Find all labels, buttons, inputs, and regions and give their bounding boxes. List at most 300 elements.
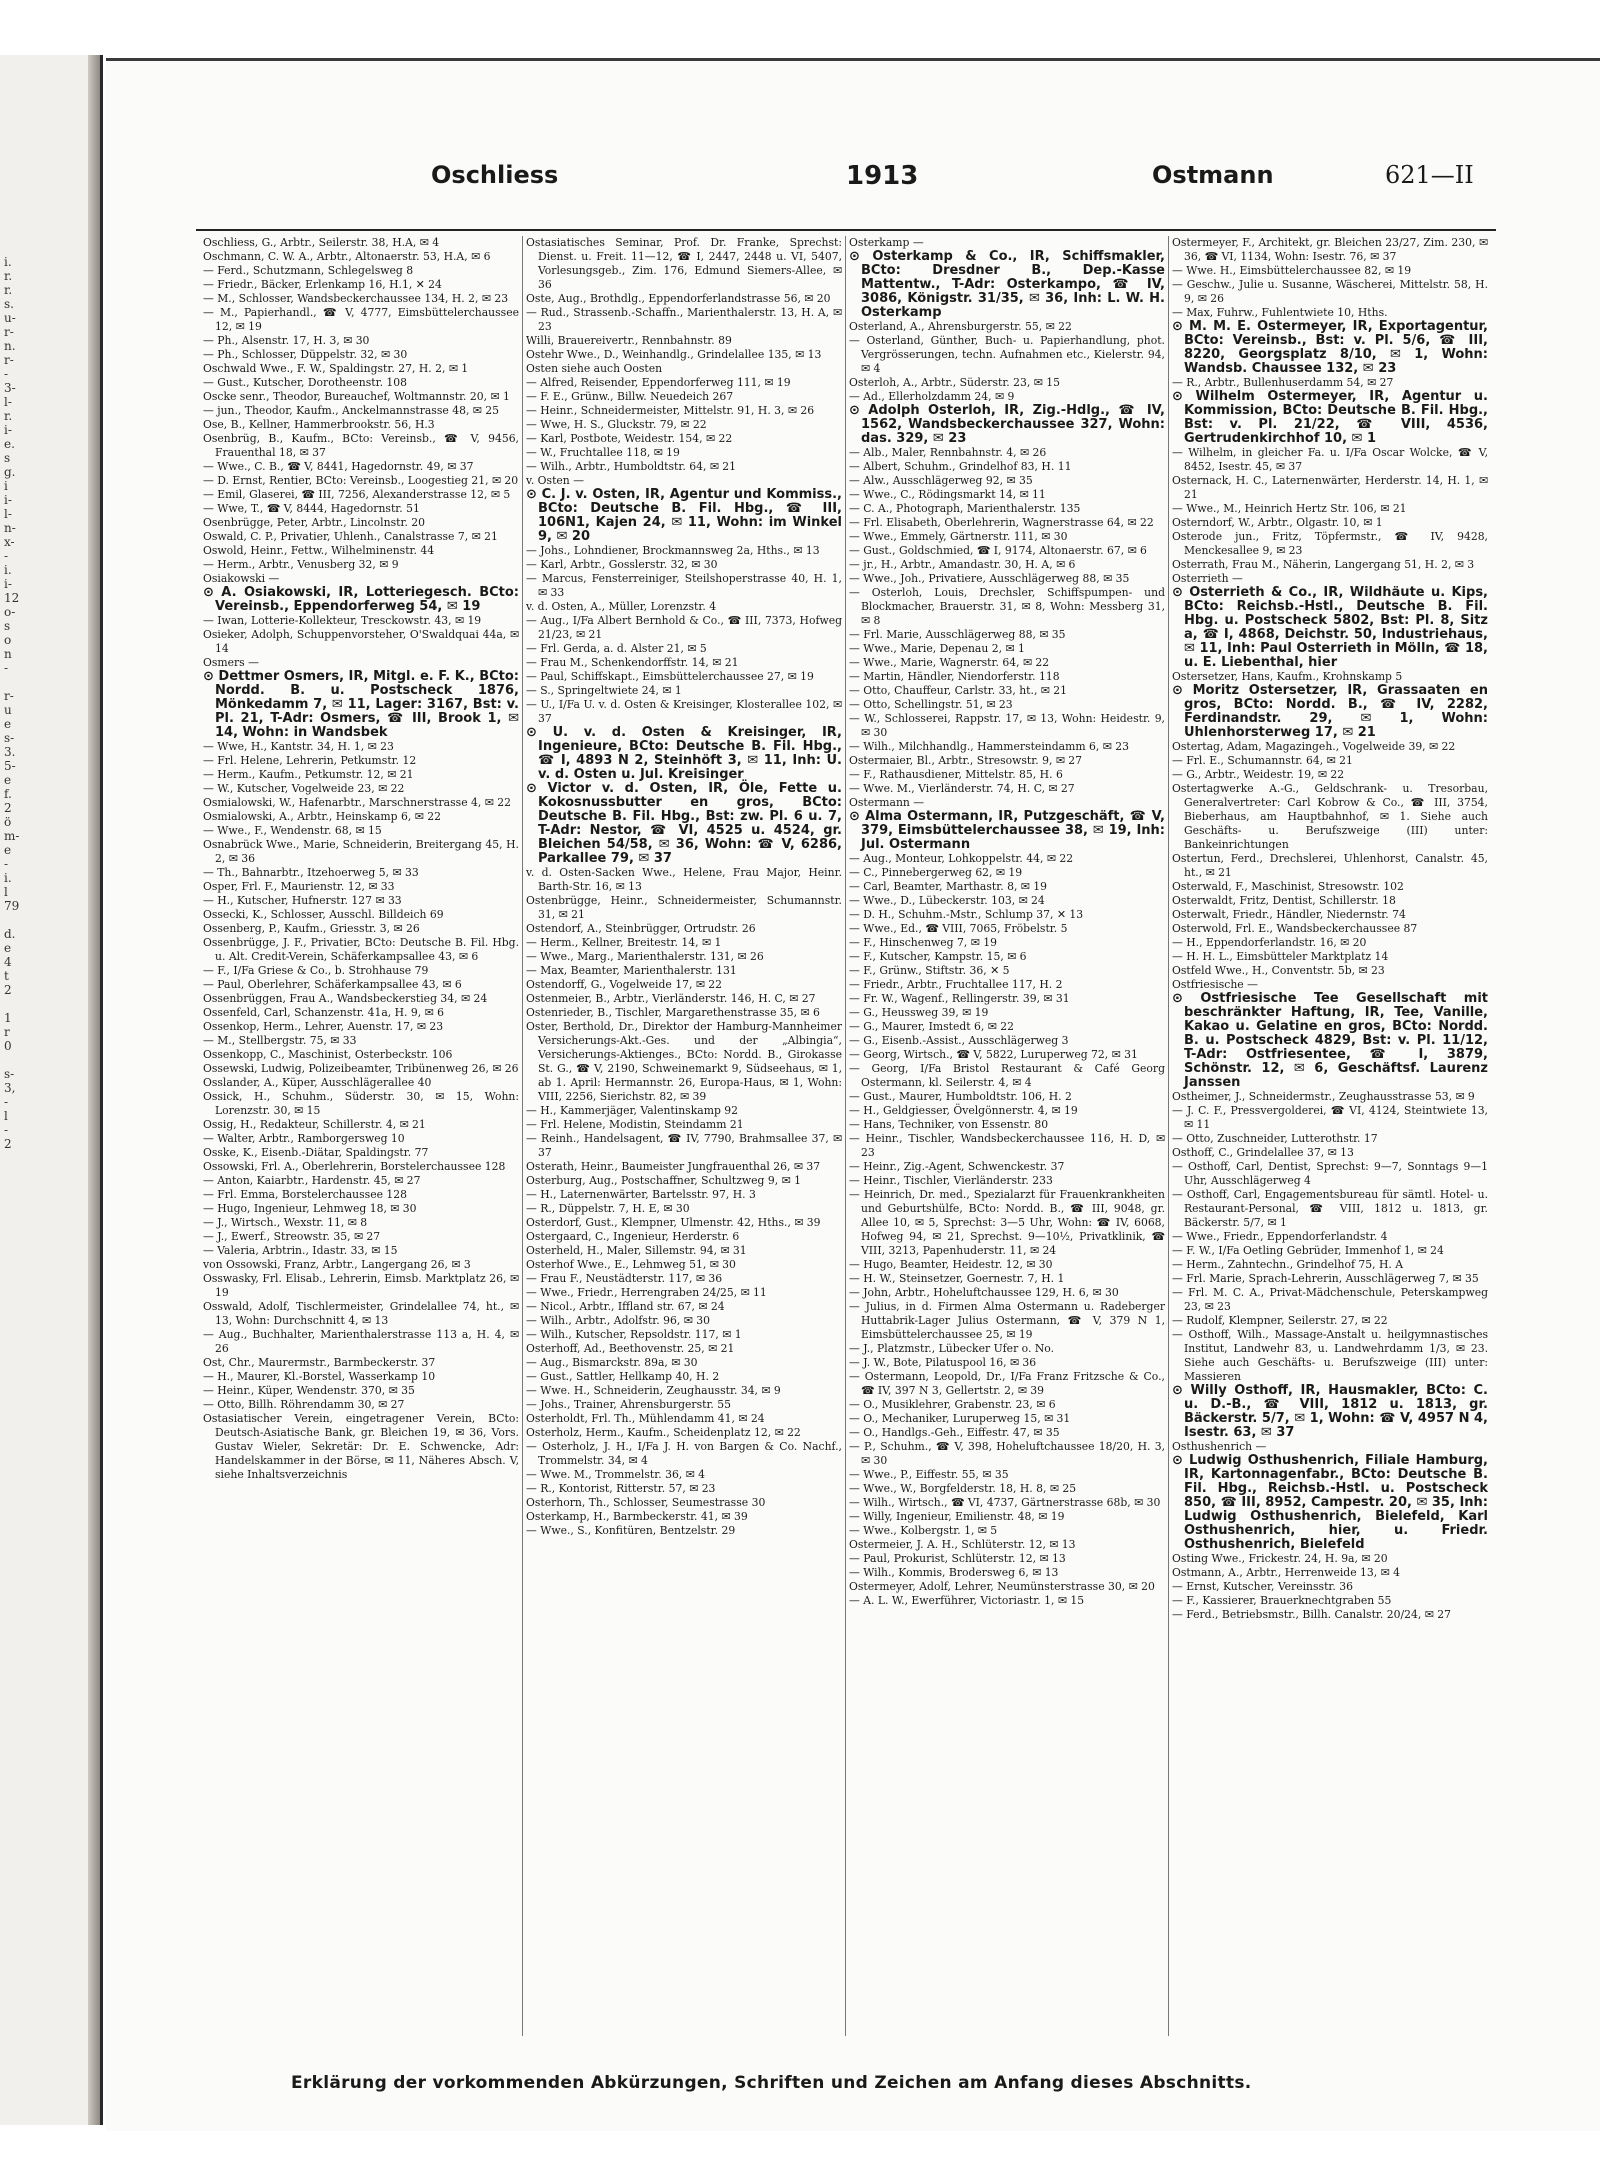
directory-entry: Ossick, H., Schuhm., Süderstr. 30, ✉ 15, Wohn: Lorenzstr. 30, ✉ 15 <box>203 1090 519 1117</box>
directory-entry: — J., Platzmstr., Lübecker Ufer o. No. <box>849 1342 1055 1355</box>
directory-entry: — H. H. L., Eimsbütteler Marktplatz 14 <box>1172 950 1389 963</box>
directory-entry: Osieker, Adolph, Schuppenvorsteher, O'Swaldquai 44a, ✉ 14 <box>203 628 519 655</box>
directory-entry: Ostheimer, J., Schneidermstr., Zeughausstrasse 53, ✉ 9 <box>1172 1090 1475 1103</box>
directory-entry: Osterland, A., Ahrensburgerstr. 55, ✉ 22 <box>849 320 1072 333</box>
directory-entry: — Willy, Ingenieur, Emilienstr. 48, ✉ 19 <box>849 1510 1065 1523</box>
directory-entry: — Ernst, Kutscher, Vereinsstr. 36 <box>1172 1580 1354 1593</box>
fragment-text: 1 <box>4 1011 12 1025</box>
column-divider <box>1168 236 1169 2036</box>
fragment-text: i- <box>4 423 12 437</box>
directory-entry: — F., I/Fa Griese & Co., b. Strohhause 79 <box>203 964 429 977</box>
header-first-name: Oschliess <box>431 161 559 189</box>
directory-entry: Osswald, Adolf, Tischlermeister, Grindelallee 74, ht., ✉ 13, Wohn: Durchschnitt 4, ✉ 13 <box>203 1300 519 1327</box>
directory-entry: — R., Kontorist, Ritterstr. 57, ✉ 23 <box>526 1482 716 1495</box>
directory-entry: — Heinr., Tischler, Wandsbeckerchaussee 116, H. D, ✉ 23 <box>849 1132 1165 1159</box>
fragment-text: r- <box>4 325 14 339</box>
directory-entry: — Julius, in d. Firmen Alma Ostermann u. Radeberger Huttabrik-Lager Julius Ostermann, ☎ V, 379 N 1, Eimsbüttelerchaussee 25, ✉ 19 <box>849 1300 1165 1341</box>
directory-entry: — Hugo, Beamter, Heidestr. 12, ✉ 30 <box>849 1258 1053 1271</box>
fragment-text: x- <box>4 535 15 549</box>
directory-entry: — Frl. Gerda, a. d. Alster 21, ✉ 5 <box>526 642 707 655</box>
fragment-text: l <box>4 1109 8 1123</box>
directory-entry: — Wilh., Milchhandlg., Hammersteindamm 6, ✉ 23 <box>849 740 1129 753</box>
directory-entry: — D. Ernst, Rentier, BCto: Vereinsb., Loogestieg 21, ✉ 20 <box>203 474 519 487</box>
directory-entry: — Carl, Beamter, Marthastr. 8, ✉ 19 <box>849 880 1048 893</box>
directory-entry: — Rud., Strassenb.-Schaffn., Marienthalerstr. 13, H. A, ✉ 23 <box>526 306 842 333</box>
directory-entry: Osterheld, H., Maler, Sillemstr. 94, ✉ 31 <box>526 1244 747 1257</box>
directory-entry: Ostertun, Ferd., Drechslerei, Uhlenhorst, Canalstr. 45, ht., ✉ 21 <box>1172 852 1488 879</box>
directory-entry: — Fr. W., Wagenf., Rellingerstr. 39, ✉ 31 <box>849 992 1070 1005</box>
directory-entry: — Max, Fuhrw., Fuhlentwiete 10, Hths. <box>1172 306 1388 319</box>
previous-page-edge <box>0 55 103 2125</box>
directory-entry: — Otto, Chauffeur, Carlstr. 33, ht., ✉ 21 <box>849 684 1068 697</box>
directory-entry: — Aug., Buchhalter, Marienthalerstrasse 113 a, H. 4, ✉ 26 <box>203 1328 519 1355</box>
directory-entry: — Wwe., Ed., ☎ VIII, 7065, Fröbelstr. 5 <box>849 922 1068 935</box>
directory-entry: Ostasiatischer Verein, eingetragener Verein, BCto: Deutsch-Asiatische Bank, gr. Bleichen 19, ✉ 36, Vors. Gustav Wieler, Sekretär: Dr. E. Schwencke, Adr: Handelskammer in der Börse, ✉ 11, Näheres Absch. V, siehe Inhaltsverzeichnis <box>203 1412 519 1481</box>
fragment-text: 79 <box>4 899 20 913</box>
directory-entry: — Wwe., W., Borgfelderstr. 18, H. 8, ✉ 25 <box>849 1482 1077 1495</box>
fragment-text: s- <box>4 731 15 745</box>
directory-entry: Osterkamp — <box>849 236 924 249</box>
fragment-text: u- <box>4 311 16 325</box>
directory-entry: — H., Maurer, Kl.-Borstel, Wasserkamp 10 <box>203 1370 436 1383</box>
directory-entry: Osterode jun., Fritz, Töpfermstr., ☎ IV, 9428, Menckesallee 9, ✉ 23 <box>1172 530 1488 557</box>
directory-entry: — J. W., Bote, Pilatuspool 16, ✉ 36 <box>849 1356 1037 1369</box>
fragment-text: 2 <box>4 1137 12 1151</box>
directory-entry: — Wwe., Marie, Depenau 2, ✉ 1 <box>849 642 1025 655</box>
directory-entry: — O., Musiklehrer, Grabenstr. 23, ✉ 6 <box>849 1398 1056 1411</box>
directory-entry: — Reinh., Handelsagent, ☎ IV, 7790, Brahmsallee 37, ✉ 37 <box>526 1132 842 1159</box>
directory-entry: Ossenbrügge, J. F., Privatier, BCto: Deutsche B. Fil. Hbg. u. Alt. Credit-Verein, Schäferkampsallee 43, ✉ 6 <box>203 936 519 963</box>
directory-entry: — P., Schuhm., ☎ V, 398, Hoheluftchaussee 18/20, H. 3, ✉ 30 <box>849 1440 1165 1467</box>
directory-entry: — Martin, Händler, Niendorferstr. 118 <box>849 670 1060 683</box>
directory-entry: Ossenbrüggen, Frau A., Wandsbeckerstieg 34, ✉ 24 <box>203 992 488 1005</box>
fragment-text: 12 <box>4 591 20 605</box>
directory-entry: — F., Rathausdiener, Mittelstr. 85, H. 6 <box>849 768 1063 781</box>
directory-entry: — Herm., Kaufm., Petkumstr. 12, ✉ 21 <box>203 768 414 781</box>
directory-entry: — Johs., Trainer, Ahrensburgerstr. 55 <box>526 1398 732 1411</box>
directory-entry: — S., Springeltwiete 24, ✉ 1 <box>526 684 682 697</box>
directory-entry: Osternack, H. C., Laternenwärter, Herderstr. 14, H. 1, ✉ 21 <box>1172 474 1488 501</box>
directory-entry: — Herm., Arbtr., Venusberg 32, ✉ 9 <box>203 558 399 571</box>
directory-entry: — H., Kutscher, Hufnerstr. 127 ✉ 33 <box>203 894 402 907</box>
fragment-text: i. <box>4 255 12 269</box>
directory-entry: Osterloh, A., Arbtr., Süderstr. 23, ✉ 15 <box>849 376 1060 389</box>
fragment-text: 2 <box>4 983 12 997</box>
directory-entry: Osterrieth — <box>1172 572 1243 585</box>
directory-entry: — G., Eisenb.-Assist., Ausschlägerweg 3 <box>849 1034 1069 1047</box>
directory-entry: ⊙ Ludwig Osthushenrich, Filiale Hamburg, IR, Kartonnagenfabr., BCto: Deutsche B. Fil. Hbg., Reichsb.-Hstl. u. Postscheck 850, ☎ III, 8952, Campestr. 20, ✉ 35, Inh: Ludwig Osthushenrich, Bielefeld, Karl Osthushenrich, hier, u. Friedr. Osthushenrich, Bielefeld <box>1172 1453 1488 1552</box>
directory-entry: — H. W., Steinsetzer, Goernestr. 7, H. 1 <box>849 1272 1065 1285</box>
directory-entry: ⊙ A. Osiakowski, IR, Lotteriegesch. BCto: Vereinsb., Eppendorferweg 54, ✉ 19 <box>203 585 519 614</box>
directory-entry: Willi, Brauereivertr., Rennbahnstr. 89 <box>526 334 732 347</box>
fragment-text: - <box>4 661 9 675</box>
directory-entry: — Herm., Zahntechn., Grindelhof 75, H. A <box>1172 1258 1404 1271</box>
directory-entry: — Frl. Marie, Ausschlägerweg 88, ✉ 35 <box>849 628 1066 641</box>
directory-entry: — W., Schlosserei, Rappstr. 17, ✉ 13, Wohn: Heidestr. 9, ✉ 30 <box>849 712 1165 739</box>
fragment-text: e <box>4 941 12 955</box>
directory-entry: Osterwald, F., Maschinist, Stresowstr. 102 <box>1172 880 1404 893</box>
directory-entry: Osmers — <box>203 656 259 669</box>
fragment-text: - <box>4 1095 9 1109</box>
directory-entry: Ostermeyer, Adolf, Lehrer, Neumünsterstrasse 30, ✉ 20 <box>849 1580 1155 1593</box>
directory-entry: Osterhorn, Th., Schlosser, Seumestrasse 30 <box>526 1496 766 1509</box>
directory-entry: — Alfred, Reisender, Eppendorferweg 111, ✉ 19 <box>526 376 791 389</box>
directory-entry: — Wwe., D., Lübeckerstr. 103, ✉ 24 <box>849 894 1045 907</box>
directory-entry: — Frl. Emma, Borstelerchaussee 128 <box>203 1188 408 1201</box>
directory-entry: Osenbrüg, B., Kaufm., BCto: Vereinsb., ☎ V, 9456, Frauenthal 18, ✉ 37 <box>203 432 519 459</box>
directory-entry: — O., Handlgs.-Geh., Eiffestr. 47, ✉ 35 <box>849 1426 1060 1439</box>
directory-entry: — Th., Bahnarbtr., Itzehoerweg 5, ✉ 33 <box>203 866 419 879</box>
directory-entry: — Heinr., Schneidermeister, Mittelstr. 91, H. 3, ✉ 26 <box>526 404 815 417</box>
fragment-text: l <box>4 885 8 899</box>
directory-entry: Osterwaldt, Fritz, Dentist, Schillerstr. 18 <box>1172 894 1396 907</box>
directory-entry: — Wwe. M., Trommelstr. 36, ✉ 4 <box>526 1468 706 1481</box>
directory-entry: — Heinr., Tischler, Vierländerstr. 233 <box>849 1174 1053 1187</box>
directory-entry: — Paul, Prokurist, Schlüterstr. 12, ✉ 13 <box>849 1552 1066 1565</box>
directory-entry: Ostertag, Adam, Magazingeh., Vogelweide 39, ✉ 22 <box>1172 740 1456 753</box>
directory-entry: — Frau M., Schenkendorffstr. 14, ✉ 21 <box>526 656 739 669</box>
directory-entry: Osslander, A., Küper, Ausschlägerallee 40 <box>203 1076 432 1089</box>
fragment-text: f. <box>4 787 12 801</box>
directory-entry: Ostermeier, J. A. H., Schlüterstr. 12, ✉ 13 <box>849 1538 1076 1551</box>
directory-entry: Oswald, C. P., Privatier, Uhlenh., Canalstrasse 7, ✉ 21 <box>203 530 498 543</box>
fragment-text: n. <box>4 339 16 353</box>
directory-entry: Ossenkopp, C., Maschinist, Osterbeckstr. 106 <box>203 1048 453 1061</box>
directory-entry: Osterhof Wwe., E., Lehmweg 51, ✉ 30 <box>526 1258 736 1271</box>
directory-entry: — Gust., Goldschmied, ☎ I, 9174, Altonaerstr. 67, ✉ 6 <box>849 544 1147 557</box>
directory-entry: — Rudolf, Klempner, Seilerstr. 27, ✉ 22 <box>1172 1314 1388 1327</box>
fragment-text: i- <box>4 493 12 507</box>
directory-entry: ⊙ Willy Osthoff, IR, Hausmakler, BCto: C. u. D.-B., ☎ VIII, 1812 u. 1813, gr. Bäckerstr. 5/7, ✉ 1, Wohn: ☎ V, 4957 N 4, Isestr. 63, ✉ 37 <box>1172 1383 1488 1440</box>
fragment-text: 5- <box>4 759 16 773</box>
directory-entry: Oschliess, G., Arbtr., Seilerstr. 38, H.A, ✉ 4 <box>203 236 440 249</box>
directory-entry: — Ph., Alsenstr. 17, H. 3, ✉ 30 <box>203 334 370 347</box>
directory-entry: — Wwe., S., Konfitüren, Bentzelstr. 29 <box>526 1524 736 1537</box>
fragment-text: r. <box>4 269 13 283</box>
directory-entry: Osterndorf, W., Arbtr., Olgastr. 10, ✉ 1 <box>1172 516 1383 529</box>
directory-entry: — Heinr., Küper, Wendenstr. 370, ✉ 35 <box>203 1384 415 1397</box>
directory-entry: Ostermaier, Bl., Arbtr., Stresowstr. 9, ✉ 27 <box>849 754 1083 767</box>
directory-entry: — Frl. E., Schumannstr. 64, ✉ 21 <box>1172 754 1353 767</box>
directory-entry: — F., Hinschenweg 7, ✉ 19 <box>849 936 997 949</box>
directory-entry: Ostehr Wwe., D., Weinhandlg., Grindelallee 135, ✉ 13 <box>526 348 822 361</box>
fragment-text: s. <box>4 297 14 311</box>
directory-entry: Ostermann — <box>849 796 925 809</box>
directory-entry: Osske, K., Eisenb.-Diätar, Spaldingstr. 77 <box>203 1146 429 1159</box>
directory-entry: — Herm., Kellner, Breitestr. 14, ✉ 1 <box>526 936 722 949</box>
fragment-text <box>4 997 74 1011</box>
directory-entry: — Otto, Zuschneider, Lutterothstr. 17 <box>1172 1132 1378 1145</box>
directory-entry: — Gust., Kutscher, Dorotheenstr. 108 <box>203 376 408 389</box>
previous-page-fragments <box>4 255 74 1151</box>
directory-entry: — Valeria, Arbtrin., Idastr. 33, ✉ 15 <box>203 1244 398 1257</box>
directory-entry: — Wwe. M., Vierländerstr. 74, H. C, ✉ 27 <box>849 782 1075 795</box>
directory-entry: von Ossowski, Franz, Arbtr., Langergang 26, ✉ 3 <box>203 1258 471 1271</box>
directory-entry: Osterburg, Aug., Postschaffner, Schultzweg 9, ✉ 1 <box>526 1174 801 1187</box>
directory-entry: — Alb., Maler, Rennbahnstr. 4, ✉ 26 <box>849 446 1047 459</box>
header-last-name: Ostmann <box>1152 161 1274 189</box>
directory-entry: — Frl. Marie, Sprach-Lehrerin, Ausschlägerweg 7, ✉ 35 <box>1172 1272 1479 1285</box>
directory-entry: — Wwe. H., Eimsbüttelerchaussee 82, ✉ 19 <box>1172 264 1412 277</box>
directory-entry: Osterdorf, Gust., Klempner, Ulmenstr. 42, Hths., ✉ 39 <box>526 1216 821 1229</box>
directory-entry: — Wwe., Marie, Wagnerstr. 64, ✉ 22 <box>849 656 1050 669</box>
directory-entry: ⊙ C. J. v. Osten, IR, Agentur und Kommiss., BCto: Deutsche B. Fil. Hbg., ☎ III, 106N1, Kajen 24, ✉ 11, Wohn: im Winkel 9, ✉ 20 <box>526 487 842 544</box>
directory-entry: Ostendorff, G., Vogelweide 17, ✉ 22 <box>526 978 723 991</box>
directory-entry: — Frl. Elisabeth, Oberlehrerin, Wagnerstrasse 64, ✉ 22 <box>849 516 1154 529</box>
directory-entry: — jr., H., Arbtr., Amandastr. 30, H. A, ✉ 6 <box>849 558 1076 571</box>
directory-entry: ⊙ Wilhelm Ostermeyer, IR, Agentur u. Kommission, BCto: Deutsche B. Fil. Hbg., Bst: v. Pl. 21/22, ☎ VIII, 4536, Gertrudenkirchhof 10, ✉ 1 <box>1172 389 1488 446</box>
directory-entry: — Karl, Arbtr., Gosslerstr. 32, ✉ 30 <box>526 558 718 571</box>
directory-entry: ⊙ M. M. E. Ostermeyer, IR, Exportagentur, BCto: Vereinsb., Bst: v. Pl. 5/6, ☎ III, 8220, Georgsplatz 8/10, ✉ 1, Wohn: Wandsb. Chaussee 132, ✉ 23 <box>1172 319 1488 376</box>
directory-entry: — Alw., Ausschlägerweg 92, ✉ 35 <box>849 474 1033 487</box>
directory-entry: — M., Papierhandl., ☎ V, 4777, Eimsbüttelerchaussee 12, ✉ 19 <box>203 306 519 333</box>
directory-entry: Ossenfeld, Carl, Schanzenstr. 41a, H. 9, ✉ 6 <box>203 1006 445 1019</box>
directory-entry: — John, Arbtr., Hoheluftchaussee 129, H. 6, ✉ 30 <box>849 1286 1119 1299</box>
directory-entry: — Marcus, Fensterreiniger, Steilshoperstrasse 40, H. 1, ✉ 33 <box>526 572 842 599</box>
directory-entry: — H., Laternenwärter, Bartelsstr. 97, H. 3 <box>526 1188 756 1201</box>
directory-entry: — Hugo, Ingenieur, Lehmweg 18, ✉ 30 <box>203 1202 417 1215</box>
directory-entry: — J., Wirtsch., Wexstr. 11, ✉ 8 <box>203 1216 368 1229</box>
directory-entry: — Ad., Ellerholzdamm 24, ✉ 9 <box>849 390 1015 403</box>
directory-entry: — Friedr., Arbtr., Fruchtallee 117, H. 2 <box>849 978 1063 991</box>
page-header <box>106 161 1600 201</box>
directory-entry: Ostersetzer, Hans, Kaufm., Krohnskamp 5 <box>1172 670 1403 683</box>
directory-entry: — Wilh., Wirtsch., ☎ VI, 4737, Gärtnerstrasse 68b, ✉ 30 <box>849 1496 1161 1509</box>
fragment-text: l- <box>4 395 12 409</box>
directory-entry: Ostendorf, A., Steinbrügger, Ortrudstr. 26 <box>526 922 756 935</box>
fragment-text: e <box>4 773 12 787</box>
directory-entry: — Wwe., Kolbergstr. 1, ✉ 5 <box>849 1524 998 1537</box>
directory-entry: — Osthoff, Wilh., Massage-Anstalt u. heilgymnastisches Institut, Landwehr 83, u. Landwehrdamm 1/3, ✉ 23. Siehe auch Geschäfts- u. Berufszweige (III) unter: Massieren <box>1172 1328 1488 1383</box>
directory-entry: — W., Kutscher, Vogelweide 23, ✉ 22 <box>203 782 405 795</box>
directory-entry: — Ostermann, Leopold, Dr., I/Fa Franz Fritzsche & Co., ☎ IV, 397 N 3, Gellertstr. 2, ✉ 39 <box>849 1370 1165 1397</box>
fragment-text: n <box>4 647 12 661</box>
directory-entry: ⊙ Adolph Osterloh, IR, Zig.-Hdlg., ☎ IV, 1562, Wandsbeckerchaussee 327, Wohn: das. 329, ✉ 23 <box>849 403 1165 446</box>
directory-entry: Ossenkop, Herm., Lehrer, Auenstr. 17, ✉ 23 <box>203 1020 444 1033</box>
directory-entry: — F., Kutscher, Kampstr. 15, ✉ 6 <box>849 950 1027 963</box>
directory-entry: Ossig, H., Redakteur, Schillerstr. 4, ✉ 21 <box>203 1118 426 1131</box>
directory-entry: — A. L. W., Ewerführer, Victoriastr. 1, ✉ 15 <box>849 1594 1085 1607</box>
directory-entry: — O., Mechaniker, Luruperweg 15, ✉ 31 <box>849 1412 1071 1425</box>
fragment-text: r <box>4 1025 10 1039</box>
directory-entry: — Ph., Schlosser, Düppelstr. 32, ✉ 30 <box>203 348 408 361</box>
directory-entry: Oscke senr., Theodor, Bureauchef, Woltmannstr. 20, ✉ 1 <box>203 390 510 403</box>
directory-entry: — Otto, Schellingstr. 51, ✉ 23 <box>849 698 1013 711</box>
directory-entry: — M., Schlosser, Wandsbeckerchaussee 134, H. 2, ✉ 23 <box>203 292 509 305</box>
directory-entry: Osthushenrich — <box>1172 1440 1267 1453</box>
directory-entry: — G., Arbtr., Weidestr. 19, ✉ 22 <box>1172 768 1345 781</box>
directory-entry: — Wwe, H., Kantstr. 34, H. 1, ✉ 23 <box>203 740 394 753</box>
directory-entry: — D. H., Schuhm.-Mstr., Schlump 37, ✕ 13 <box>849 908 1084 921</box>
directory-entry: Ostergaard, C., Ingenieur, Herderstr. 6 <box>526 1230 740 1243</box>
directory-entry: — Walter, Arbtr., Ramborgersweg 10 <box>203 1132 405 1145</box>
directory-entry: — Wwe. H., Schneiderin, Zeughausstr. 34, ✉ 9 <box>526 1384 781 1397</box>
fragment-text: r- <box>4 353 14 367</box>
directory-entry: Ostasiatisches Seminar, Prof. Dr. Franke, Sprechst: Dienst. u. Freit. 11—12, ☎ I, 2447, 2448 u. VI, 5407, Vorlesungsgeb., Zim. 176, Edmund Siemers-Allee, ✉ 36 <box>526 236 842 291</box>
directory-entry: — F. E., Grünw., Billw. Neuedeich 267 <box>526 390 734 403</box>
directory-entry: — Osthoff, Carl, Engagementsbureau für sämtl. Hotel- u. Restaurant-Personal, ☎ VIII, 1812 u. 1813, gr. Bäckerstr. 5/7, ✉ 1 <box>1172 1188 1488 1229</box>
directory-entry: — H., Kammerjäger, Valentinskamp 92 <box>526 1104 739 1117</box>
directory-entry: Osmialowski, W., Hafenarbtr., Marschnerstrasse 4, ✉ 22 <box>203 796 511 809</box>
directory-entry: — Frl. Helene, Lehrerin, Petkumstr. 12 <box>203 754 417 767</box>
directory-entry: — F., Grünw., Stiftstr. 36, ✕ 5 <box>849 964 1010 977</box>
directory-entry: Oschwald Wwe., F. W., Spaldingstr. 27, H. 2, ✉ 1 <box>203 362 469 375</box>
directory-entry: — Albert, Schuhm., Grindelhof 83, H. 11 <box>849 460 1072 473</box>
fragment-text: 3, <box>4 1081 16 1095</box>
directory-entry: — Wwe., P., Eiffestr. 55, ✉ 35 <box>849 1468 1009 1481</box>
fragment-text: e <box>4 843 12 857</box>
directory-entry: Oswold, Heinr., Fettw., Wilhelminenstr. 44 <box>203 544 435 557</box>
directory-entry: — Wwe., Friedr., Eppendorferlandstr. 4 <box>1172 1230 1388 1243</box>
fragment-text: m- <box>4 829 20 843</box>
directory-entry: — Wwe., Joh., Privatiere, Ausschlägerweg 88, ✉ 35 <box>849 572 1130 585</box>
fragment-text: 3. <box>4 745 16 759</box>
directory-entry: — Wilh., Arbtr., Humboldtstr. 64, ✉ 21 <box>526 460 737 473</box>
page-gutter <box>88 55 100 2125</box>
directory-entry: Ossecki, K., Schlosser, Ausschl. Billdeich 69 <box>203 908 444 921</box>
directory-entry: ⊙ Alma Ostermann, IR, Putzgeschäft, ☎ V, 379, Eimsbüttelerchaussee 38, ✉ 19, Inh: Jul. Ostermann <box>849 809 1165 852</box>
directory-entry: — Paul, Oberlehrer, Schäferkampsallee 43, ✉ 6 <box>203 978 462 991</box>
directory-entry: Ostenmeier, B., Arbtr., Vierländerstr. 146, H. C, ✉ 27 <box>526 992 816 1005</box>
fragment-text: e. <box>4 437 15 451</box>
directory-entry: — J., Ewerf., Streowstr. 35, ✉ 27 <box>203 1230 381 1243</box>
page-number: 621—II <box>1385 161 1474 189</box>
directory-entry: — Hans, Techniker, von Essenstr. 80 <box>849 1118 1049 1131</box>
directory-entry: Osterhoff, Ad., Beethovenstr. 25, ✉ 21 <box>526 1342 735 1355</box>
directory-entry: ⊙ Moritz Ostersetzer, IR, Grassaaten en gros, BCto: Nordd. B., ☎ IV, 2282, Ferdinandstr. 29, ✉ 1, Wohn: Uhlenhorsterweg 17, ✉ 21 <box>1172 683 1488 740</box>
directory-entry: — Osterholz, J. H., I/Fa J. H. von Bargen & Co. Nachf., Trommelstr. 34, ✉ 4 <box>526 1440 842 1467</box>
directory-entry: — Wwe., F., Wendenstr. 68, ✉ 15 <box>203 824 382 837</box>
directory-entry: Ostfriesische — <box>1172 978 1258 991</box>
directory-entry: — H., Geldgiesser, Övelgönnerstr. 4, ✉ 19 <box>849 1104 1078 1117</box>
fragment-text: s <box>4 451 11 465</box>
directory-entry: ⊙ Dettmer Osmers, IR, Mitgl. e. F. K., BCto: Nordd. B. u. Postscheck 1876, Mönkedamm 7, ✉ 11, Lager: 3167, Bst: v. Pl. 21, T-Adr: Osmers, ☎ III, Brook 1, ✉ 14, Wohn: in Wandsbek <box>203 669 519 740</box>
directory-entry: — jun., Theodor, Kaufm., Anckelmannstrasse 48, ✉ 25 <box>203 404 500 417</box>
directory-entry: v. d. Osten-Sacken Wwe., Helene, Frau Major, Heinr. Barth-Str. 16, ✉ 13 <box>526 866 842 893</box>
directory-entry: — Ferd., Betriebsmstr., Billh. Canalstr. 20/24, ✉ 27 <box>1172 1608 1451 1621</box>
directory-entry: ⊙ Ostfriesische Tee Gesellschaft mit beschränkter Haftung, IR, Tee, Vanille, Kakao u. Gelatine en gros, BCto: Nordd. B. u. Postscheck 4829, Bst: v. Pl. 11/12, T-Adr: Ostfriesentee, ☎ I, 3879, Schönstr. 12, ✉ 6, Geschäftsf. Laurenz Janssen <box>1172 991 1488 1090</box>
directory-entry: — Aug., I/Fa Albert Bernhold & Co., ☎ III, 7373, Hofweg 21/23, ✉ 21 <box>526 614 842 641</box>
directory-entry: v. Osten — <box>526 474 584 487</box>
directory-entry: — Heinrich, Dr. med., Spezialarzt für Frauenkrankheiten und Geburtshülfe, BCto: Nordd. B., ☎ III, 9048, gr. Allee 10, ✉ 5, Sprechst: 3—5 Uhr, Wohn: ☎ IV, 6068, Hofweg 94, ✉ 21, Sprechst. 9—10½, Privatklinik, ☎ VIII, 3213, Papenhuderstr. 11, ✉ 24 <box>849 1188 1165 1257</box>
directory-entry: — R., Arbtr., Bullenhuserdamm 54, ✉ 27 <box>1172 376 1394 389</box>
directory-entry: Osthoff, C., Grindelallee 37, ✉ 13 <box>1172 1146 1354 1159</box>
fragment-text: o <box>4 633 12 647</box>
directory-entry: — Wilhelm, in gleicher Fa. u. I/Fa Oscar Wolcke, ☎ V, 8452, Isestr. 45, ✉ 37 <box>1172 446 1488 473</box>
directory-entry: — G., Maurer, Imstedt 6, ✉ 22 <box>849 1020 1015 1033</box>
directory-entry: — C., Pinnebergerweg 62, ✉ 19 <box>849 866 1023 879</box>
directory-entry: Osterholz, Herm., Kaufm., Scheidenplatz 12, ✉ 22 <box>526 1426 801 1439</box>
fragment-text: r- <box>4 689 14 703</box>
directory-entry: Osten siehe auch Oosten <box>526 362 663 375</box>
directory-entry: — Wilh., Arbtr., Adolfstr. 96, ✉ 30 <box>526 1314 710 1327</box>
fragment-text: r. <box>4 409 13 423</box>
fragment-text: 4 <box>4 955 12 969</box>
directory-entry: ⊙ Osterkamp & Co., IR, Schiffsmakler, BCto: Dresdner B., Dep.-Kasse Mattentw., T-Adr: Osterkampo, ☎ IV, 3086, Königstr. 31/35, ✉ 36, Inh: L. W. H. Osterkamp <box>849 249 1165 320</box>
directory-entry: — W., Fruchtallee 118, ✉ 19 <box>526 446 680 459</box>
directory-entry: — Gust., Maurer, Humboldtstr. 106, H. 2 <box>849 1090 1072 1103</box>
directory-entry: Ostenrieder, B., Tischler, Margarethenstrasse 35, ✉ 6 <box>526 1006 820 1019</box>
directory-entry: Ostmann, A., Arbtr., Herrenweide 13, ✉ 4 <box>1172 1566 1400 1579</box>
directory-entry: — Ferd., Schutzmann, Schlegelsweg 8 <box>203 264 414 277</box>
fragment-text: l- <box>4 507 12 521</box>
directory-entry: — Anton, Kaiarbtr., Hardenstr. 45, ✉ 27 <box>203 1174 421 1187</box>
directory-entry: — Osterloh, Louis, Drechsler, Schiffspumpen- und Blockmacher, Brauerstr. 31, ✉ 8, Wohn: Messberg 31, ✉ 8 <box>849 586 1165 627</box>
fragment-text: i. <box>4 871 12 885</box>
fragment-text: i <box>4 479 8 493</box>
directory-entry: — Otto, Billh. Röhrendamm 30, ✉ 27 <box>203 1398 405 1411</box>
directory-entry: — Aug., Monteur, Lohkoppelstr. 44, ✉ 22 <box>849 852 1074 865</box>
directory-entry: — Aug., Bismarckstr. 89a, ✉ 30 <box>526 1356 698 1369</box>
directory-entry: — Wilh., Kutscher, Repsoldstr. 117, ✉ 1 <box>526 1328 742 1341</box>
fragment-text: e <box>4 717 12 731</box>
fragment-text: i- <box>4 577 12 591</box>
directory-entry: Oschmann, C. W. A., Arbtr., Altonaerstr. 53, H.A, ✉ 6 <box>203 250 491 263</box>
fragment-text: - <box>4 857 9 871</box>
directory-entry: — Wwe., Friedr., Herrengraben 24/25, ✉ 11 <box>526 1286 767 1299</box>
directory-entry: Osterwold, Frl. E., Wandsbeckerchaussee 87 <box>1172 922 1418 935</box>
directory-column-4 <box>1172 236 1488 2036</box>
directory-entry: — Wwe., Marg., Marienthalerstr. 131, ✉ 26 <box>526 950 764 963</box>
fragment-text: n- <box>4 521 16 535</box>
directory-entry: Ostfeld Wwe., H., Conventstr. 5b, ✉ 23 <box>1172 964 1385 977</box>
directory-entry: — Frau F., Neustädterstr. 117, ✉ 36 <box>526 1272 723 1285</box>
directory-entry: — Friedr., Bäcker, Erlenkamp 16, H.1, ✕ 24 <box>203 278 442 291</box>
directory-entry: — F. W., I/Fa Oetling Gebrüder, Immenhof 1, ✉ 24 <box>1172 1244 1444 1257</box>
directory-entry: — Iwan, Lotterie-Kollekteur, Tresckowstr. 43, ✉ 19 <box>203 614 482 627</box>
directory-entry: — Georg, Wirtsch., ☎ V, 5822, Luruperweg 72, ✉ 31 <box>849 1048 1138 1061</box>
directory-entry: ⊙ U. v. d. Osten & Kreisinger, IR, Ingenieure, BCto: Deutsche B. Fil. Hbg., ☎ I, 4893 N 2, Steinhöft 3, ✉ 11, Inh: U. v. d. Osten u. Jul. Kreisinger <box>526 725 842 782</box>
directory-entry: Osper, Frl. F., Maurienstr. 12, ✉ 33 <box>203 880 395 893</box>
directory-entry: — Georg, I/Fa Bristol Restaurant & Café Georg Ostermann, kl. Seilerstr. 4, ✉ 4 <box>849 1062 1165 1089</box>
directory-entry: — Wwe, H. S., Gluckstr. 79, ✉ 22 <box>526 418 707 431</box>
directory-entry: — Osthoff, Carl, Dentist, Sprechst: 9—7, Sonntags 9—1 Uhr, Ausschlägerweg 4 <box>1172 1160 1488 1187</box>
directory-entry: Ostenbrügge, Heinr., Schneidermeister, Schumannstr. 31, ✉ 21 <box>526 894 842 921</box>
directory-entry: Osterrath, Frau M., Näherin, Langergang 51, H. 2, ✉ 3 <box>1172 558 1475 571</box>
directory-entry: — U., I/Fa U. v. d. Osten & Kreisinger, Klosterallee 102, ✉ 37 <box>526 698 842 725</box>
directory-entry: — G., Heussweg 39, ✉ 19 <box>849 1006 989 1019</box>
directory-entry: — R., Düppelstr. 7, H. E, ✉ 30 <box>526 1202 690 1215</box>
fragment-text: s <box>4 619 11 633</box>
directory-entry: — Frl. M. C. A., Privat-Mädchenschule, Peterskampweg 23, ✉ 23 <box>1172 1286 1488 1313</box>
directory-entry: — F., Kassierer, Brauerknechtgraben 55 <box>1172 1594 1392 1607</box>
directory-entry: Ose, B., Kellner, Hammerbrookstr. 56, H.3 <box>203 418 435 431</box>
directory-entry: — Johs., Lohndiener, Brockmannsweg 2a, Hths., ✉ 13 <box>526 544 820 557</box>
directory-column-3 <box>849 236 1165 2036</box>
fragment-text: t <box>4 969 9 983</box>
directory-entry: Osswasky, Frl. Elisab., Lehrerin, Eimsb. Marktplatz 26, ✉ 19 <box>203 1272 519 1299</box>
directory-entry: ⊙ Osterrieth & Co., IR, Wildhäute u. Kips, BCto: Reichsb.-Hstl., Deutsche B. Fil. Hbg. u. Postscheck 5802, Bst: Pl. 8, Sitz a, ☎ I, 4868, Deichstr. 50, Industriehaus, ✉ 11, Inh: Paul Osterrieth in Mölln, ☎ 18, u. E. Liebenthal, hier <box>1172 585 1488 670</box>
directory-entry: v. d. Osten, A., Müller, Lorenzstr. 4 <box>526 600 717 613</box>
directory-entry: — Wwe., C. B., ☎ V, 8441, Hagedornstr. 49, ✉ 37 <box>203 460 474 473</box>
directory-entry: — Heinr., Zig.-Agent, Schwenckestr. 37 <box>849 1160 1065 1173</box>
directory-entry: — C. A., Photograph, Marienthalerstr. 135 <box>849 502 1081 515</box>
directory-column-1 <box>203 236 519 2036</box>
directory-entry: Osting Wwe., Frickestr. 24, H. 9a, ✉ 20 <box>1172 1552 1388 1565</box>
directory-entry: — Karl, Postbote, Weidestr. 154, ✉ 22 <box>526 432 733 445</box>
fragment-text: 2 <box>4 801 12 815</box>
directory-entry: Osnabrück Wwe., Marie, Schneiderin, Breitergang 45, H. 2, ✉ 36 <box>203 838 519 865</box>
header-rule <box>196 229 1496 231</box>
fragment-text: 0 <box>4 1039 12 1053</box>
fragment-text: o- <box>4 605 16 619</box>
directory-entry: — Wwe., Emmely, Gärtnerstr. 111, ✉ 30 <box>849 530 1068 543</box>
directory-entry: Oste, Aug., Brothdlg., Eppendorferlandstrasse 56, ✉ 20 <box>526 292 831 305</box>
fragment-text: - <box>4 367 9 381</box>
abbreviations-note: Erklärung der vorkommenden Abkürzungen, Schriften und Zeichen am Anfang dieses Abschnitts. <box>291 2073 1252 2093</box>
directory-entry: — Max, Beamter, Marienthalerstr. 131 <box>526 964 737 977</box>
fragment-text: - <box>4 1123 9 1137</box>
